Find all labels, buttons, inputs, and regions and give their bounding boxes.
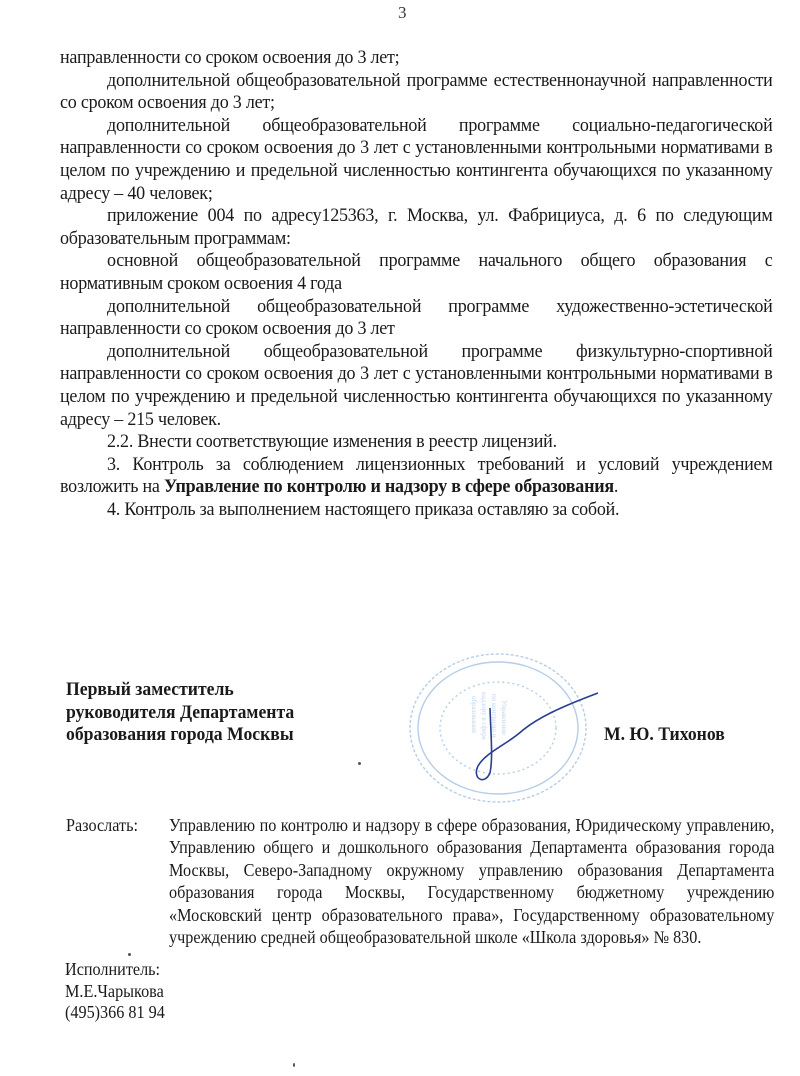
signatory-position: [66, 679, 294, 747]
clause-3-text: 3. Контроль за соблюдением лицензионных требований и условий учреждением возложить на: [60, 453, 773, 498]
official-stamp-icon: [398, 648, 598, 808]
paragraph-clause-2-2: 2.2. Внести соответствующие изменения в реестр лицензий.: [107, 431, 557, 453]
executor-block: [65, 959, 165, 1024]
svg-text:по контролю и: по контролю и: [490, 694, 498, 738]
page-number: 3: [398, 3, 407, 22]
signatory-position-line: руководителя Департамента: [66, 701, 295, 723]
document-body: [60, 47, 773, 521]
signatory-name: М. Ю. Тихонов: [604, 724, 725, 745]
paragraph-clause-4: 4. Контроль за выполнением настоящего приказа оставляю за собой.: [107, 498, 620, 520]
paragraph: дополнительной общеобразовательной программе естественнонаучной направленности со сроком освоения до 3 лет;: [60, 69, 773, 114]
svg-text:надзору в сфере: надзору в сфере: [480, 692, 488, 740]
paragraph: дополнительной общеобразовательной программе социально-педагогической направленности со сроком освоения до 3 лет с установленными контрольными нормативами в целом по учреждению и предельной численностью контингента обучающихся по указанному адресу – 40 человек;: [60, 114, 773, 204]
paragraph: основной общеобразовательной программе начального общего образования с нормативным сроком освоения 4 года: [60, 250, 773, 294]
svg-text:Управление: Управление: [500, 700, 508, 736]
clause-3-end: .: [613, 476, 619, 498]
scan-speck: [358, 762, 361, 765]
distribution-label: Разослать:: [66, 815, 138, 835]
signatory-position-line: Первый заместитель: [66, 679, 234, 700]
distribution-recipients: Управлению по контролю и надзору в сфере образования, Юридическому управлению, Управлению общего и дошкольного образования Департамента образования города Москвы, Северо-Западному окружному управлению образования Департамента образования города Москвы, Государственному бюджетному учреждению «Московский центр образовательного права», Государственному образовательному учреждению средней общеобразовательной школе «Школа здоровья» № 830.: [169, 815, 775, 948]
paragraph: дополнительной общеобразовательной программе художественно-эстетической направленности со сроком освоения до 3 лет: [60, 295, 773, 340]
executor-phone: (495)366 81 94: [65, 1002, 165, 1022]
clause-3-responsible-body: Управление по контролю и надзору в сфере образования: [163, 476, 614, 498]
paragraph: дополнительной общеобразовательной программе физкультурно-спортивной направленности со сроком освоения до 3 лет с установленными контрольными нормативами в целом по учреждению и предельной численностью контингента обучающихся по указанному адресу – 215 человек.: [60, 340, 773, 430]
scan-speck: [293, 1063, 295, 1067]
executor-label: Исполнитель:: [65, 959, 161, 979]
signatory-position-line: образования города Москвы: [66, 724, 294, 746]
executor-name: М.Е.Чарыкова: [65, 980, 164, 1001]
scan-speck: [128, 953, 131, 956]
paragraph: направленности со сроком освоения до 3 лет;: [60, 47, 400, 68]
paragraph: приложение 004 по адресу125363, г. Москва, ул. Фабрициуса, д. 6 по следующим образовательным программам:: [60, 205, 773, 249]
paragraph-clause-3: [60, 454, 773, 499]
svg-text:образования: образования: [470, 696, 478, 733]
